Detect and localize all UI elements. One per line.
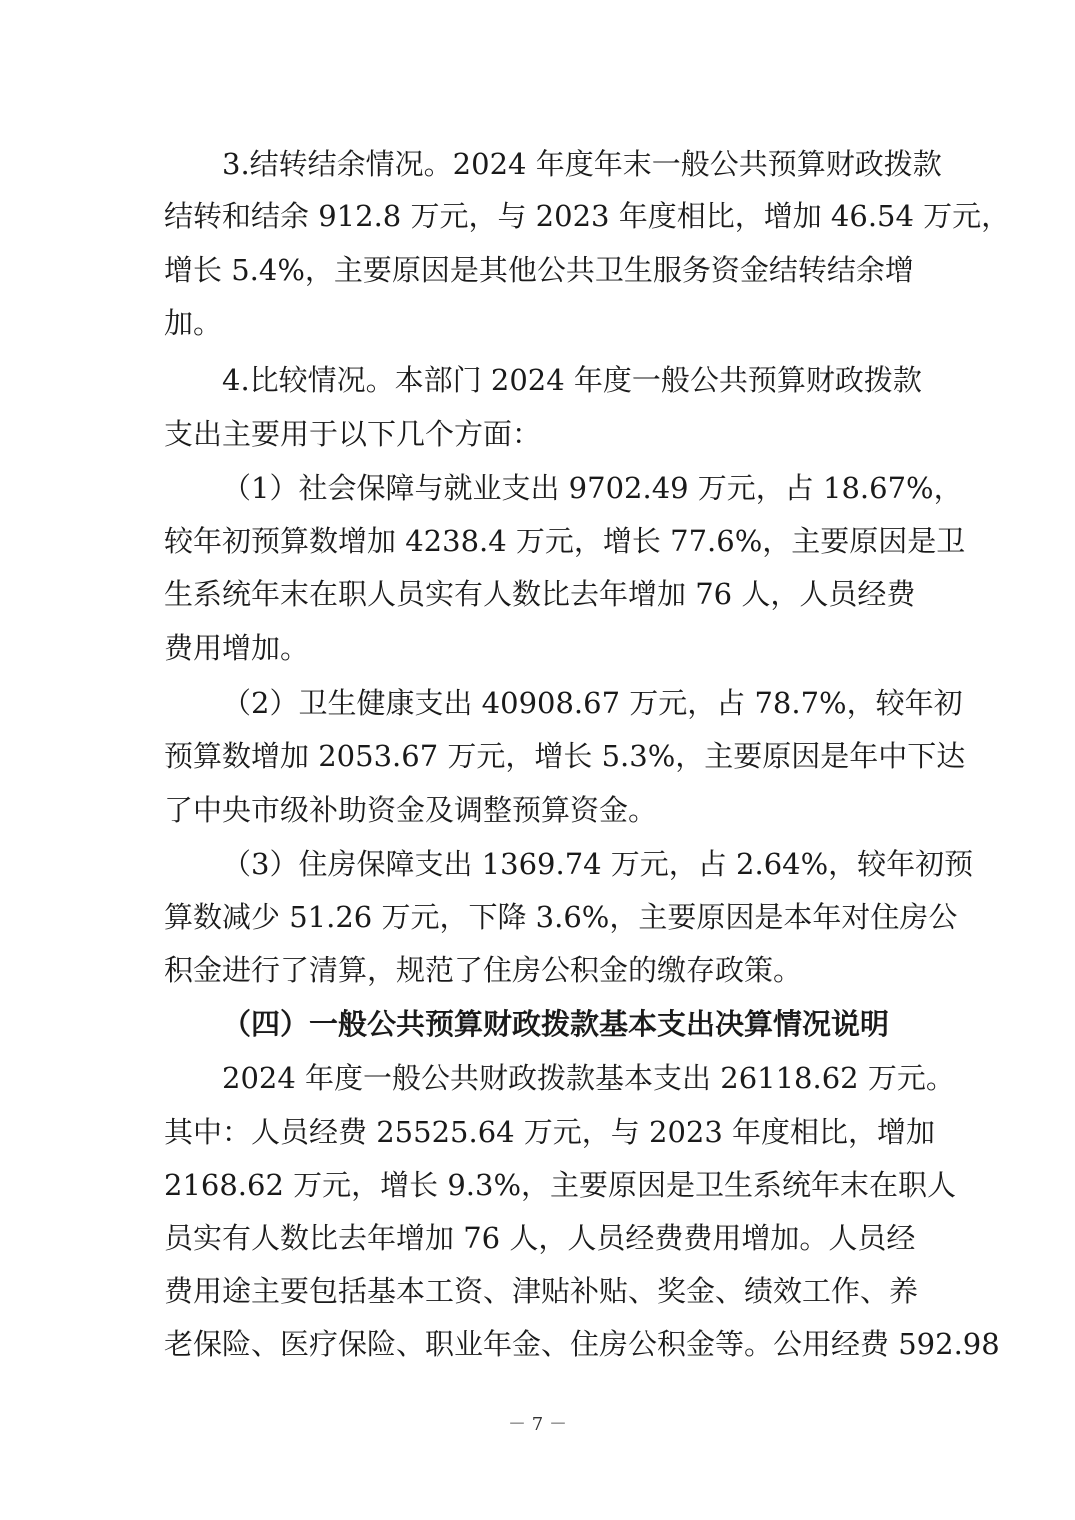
paragraph-basic-expenditure-line-5: 费用途主要包括基本工资、津贴补贴、奖金、绩效工作、养 <box>164 1274 919 1308</box>
paragraph-housing-line-2: 算数减少 51.26 万元，下降 3.6%，主要原因是本年对住房公 <box>164 900 958 934</box>
paragraph-social-security-line-4: 费用增加。 <box>164 631 310 665</box>
paragraph-basic-expenditure-line-3: 2168.62 万元，增长 9.3%，主要原因是卫生系统年末在职人 <box>164 1168 957 1202</box>
paragraph-basic-expenditure-line-2: 其中：人员经费 25525.64 万元，与 2023 年度相比，增加 <box>164 1115 936 1149</box>
paragraph-housing-line-1: （3）住房保障支出 1369.74 万元，占 2.64%，较年初预 <box>222 847 974 881</box>
paragraph-social-security-line-3: 生系统年末在职人员实有人数比去年增加 76 人，人员经费 <box>164 577 916 611</box>
paragraph-housing-line-3: 积金进行了清算，规范了住房公积金的缴存政策。 <box>164 953 803 987</box>
paragraph-carryover-line-2: 结转和结余 912.8 万元，与 2023 年度相比，增加 46.54 万元， <box>164 199 1011 233</box>
paragraph-basic-expenditure-line-1: 2024 年度一般公共财政拨款基本支出 26118.62 万元。 <box>222 1061 955 1095</box>
paragraph-carryover-line-3: 增长 5.4%，主要原因是其他公共卫生服务资金结转结余增 <box>164 253 914 287</box>
section-heading-basic-expenditure: （四）一般公共预算财政拨款基本支出决算情况说明 <box>222 1007 890 1041</box>
paragraph-comparison-line-2: 支出主要用于以下几个方面： <box>164 417 542 451</box>
paragraph-social-security-line-1: （1）社会保障与就业支出 9702.49 万元，占 18.67%， <box>222 471 963 505</box>
paragraph-basic-expenditure-line-4: 员实有人数比去年增加 76 人，人员经费费用增加。人员经 <box>164 1221 916 1255</box>
paragraph-comparison-line-1: 4.比较情况。本部门 2024 年度一般公共预算财政拨款 <box>222 363 922 397</box>
paragraph-health-line-2: 预算数增加 2053.67 万元，增长 5.3%，主要原因是年中下达 <box>164 739 966 773</box>
paragraph-health-line-1: （2）卫生健康支出 40908.67 万元，占 78.7%，较年初 <box>222 686 963 720</box>
paragraph-social-security-line-2: 较年初预算数增加 4238.4 万元，增长 77.6%，主要原因是卫 <box>164 524 966 558</box>
page-number: － 7 － <box>508 1414 567 1435</box>
paragraph-health-line-3: 了中央市级补助资金及调整预算资金。 <box>164 793 658 827</box>
paragraph-carryover-line-4: 加。 <box>164 306 223 340</box>
paragraph-carryover-line-1: 3.结转结余情况。2024 年度年末一般公共预算财政拨款 <box>222 147 942 181</box>
paragraph-basic-expenditure-line-6: 老保险、医疗保险、职业年金、住房公积金等。公用经费 592.98 <box>164 1327 1000 1361</box>
